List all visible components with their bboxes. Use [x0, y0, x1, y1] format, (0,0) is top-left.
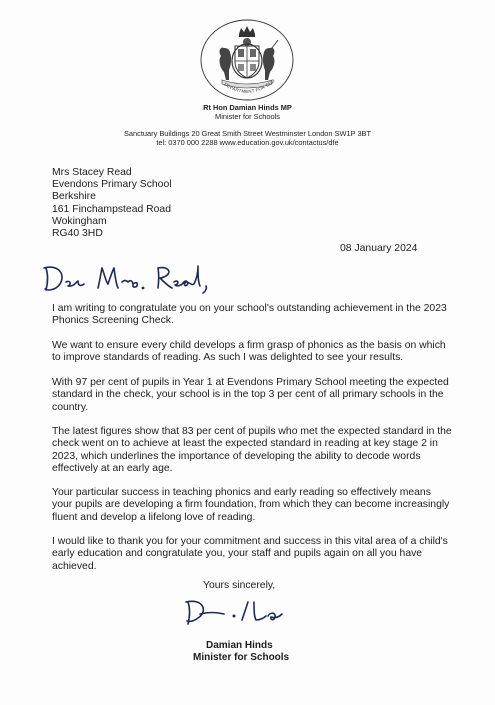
sender-address: Sanctuary Buildings 20 Great Smith Street Westminster London SW1P 3BT	[123, 129, 372, 138]
body-paragraph: I am writing to congratulate you on your school's outstanding achievement in the 2023 Phonics Screening Check.	[52, 303, 447, 327]
department-lettering: DEPARTMENT FOR EDU	[223, 77, 276, 95]
recipient-line: Mrs Stacey Read	[52, 167, 132, 178]
recipient-line: Wokingham	[52, 215, 107, 227]
body-paragraph: With 97 per cent of pupils in Year 1 at Evendons Primary School meeting the expected standard in the check, your school is in the top 3 per cent of all primary schools in the country.	[52, 377, 449, 413]
handwritten-signature-icon	[178, 594, 288, 628]
handwritten-salutation	[40, 260, 240, 296]
recipient-address	[52, 167, 172, 240]
recipient-line: Berkshire	[52, 191, 96, 203]
signatory-title: Minister for Schools	[193, 652, 290, 663]
sender-role: Minister for Schools	[215, 112, 280, 121]
valediction: Yours sincerely,	[203, 580, 276, 591]
signatory-name: Damian Hinds	[206, 640, 273, 651]
sender-contact: tel: 0370 000 2288 www.education.gov.uk/contactus/dfe	[156, 138, 339, 147]
body-paragraph: Your particular success in teaching phonics and early reading so effectively means your pupils are developing a firm foundation, from which they can become increasingly fluent and develop a lifelong love of reading.	[52, 487, 450, 523]
recipient-line: Evendons Primary School	[52, 179, 172, 191]
sender-name: Rt Hon Damian Hinds MP	[203, 103, 292, 112]
royal-coat-of-arms-icon	[198, 18, 296, 102]
body-paragraph: I would like to thank you for your commitment and success in this vital area of a child's early education and congratulate you, your staff and pupils again on all you have achieved.	[52, 536, 448, 572]
recipient-line: RG40 3HD	[52, 228, 103, 240]
body-paragraph: We want to ensure every child develops a firm grasp of phonics as the basis on which to improve standards of reading. As such I was delighted to see your results.	[52, 340, 446, 364]
letter-date: 08 January 2024	[340, 243, 418, 254]
recipient-line: 161 Finchampstead Road	[52, 203, 171, 215]
body-paragraph: The latest figures show that 83 per cent of pupils who met the expected standard in the check went on to achieve at least the expected standard in reading at key stage 2 in 2023, which underlines the importance of developing the ability to decode words effectively at an early age.	[52, 426, 452, 475]
